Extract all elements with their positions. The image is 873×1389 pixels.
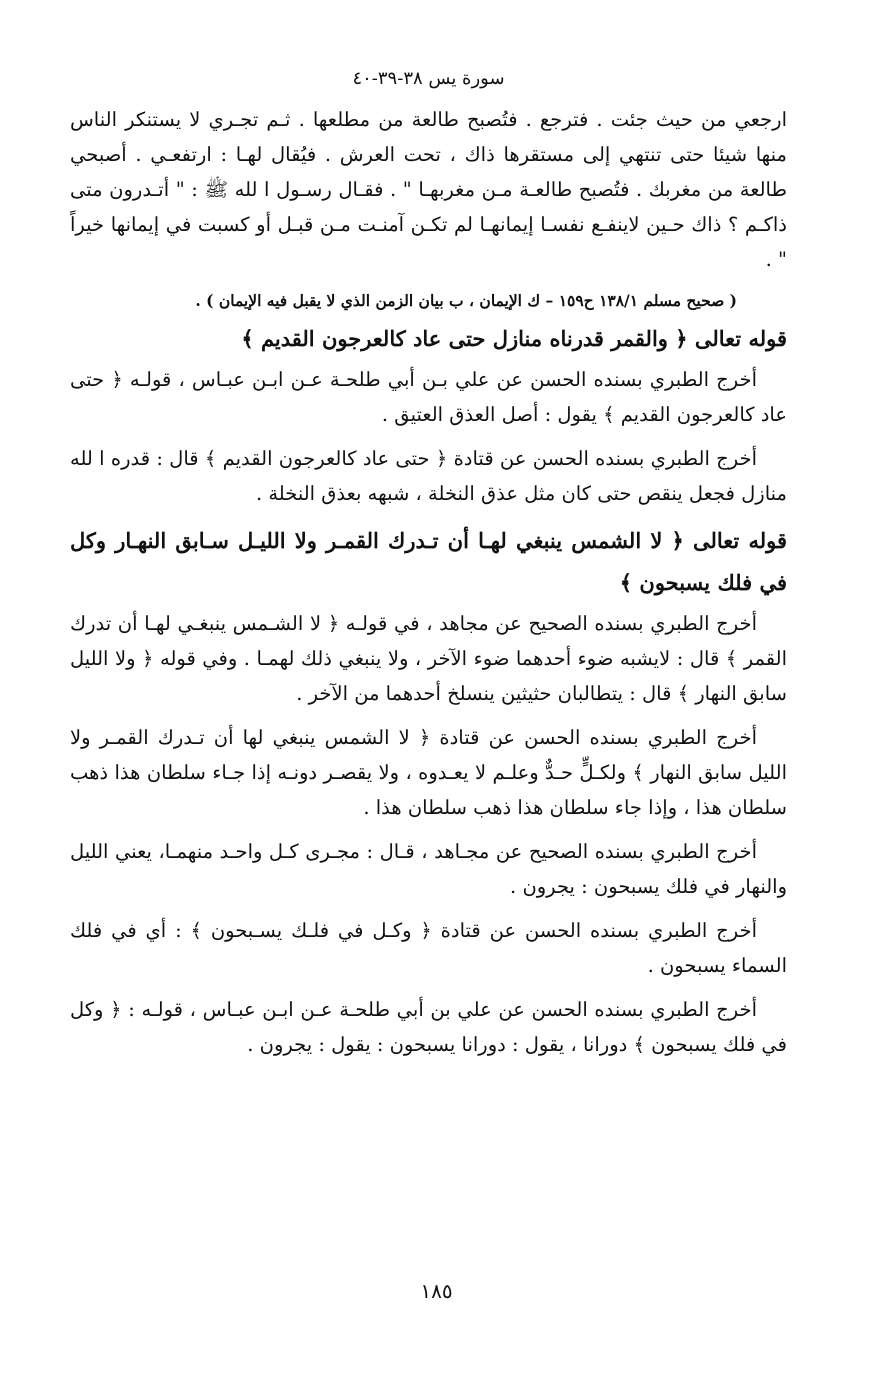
verse-heading-sun: قوله تعالى ﴿ لا الشمس ينبغي لهـا أن تـدرك القمـر ولا الليـل سـابق النهـار وكل في فلك يسبحون ﴾: [70, 528, 787, 595]
paragraph-hadith-continuation: ارجعي من حيث جئت . فترجع . فتُصبح طالعة من مطلعها . ثـم تجـري لا يستنكر الناس منها شيئا حتى تنتهي إلى مستقرها ذاك ، تحت العرش . فيُقال لهـا : ارتفعـي . أصبحي طالعة من مغربك . فتُصبح طالعـة مـن مغربهـا " . فقـال رسـول ا لله ﷺ : " أتـدرون متى ذاكـم ؟ ذاك حـين لاينفـع نفسـا إيمانهـا لم تكـن آمنـت مـن قبـل أو كسبت في إيمانها خيراً " .: [70, 108, 787, 271]
paragraph-tabari-ibn-abbas-1: أخرج الطبري بسنده الحسن عن علي بـن أبي طلحـة عـن ابـن عبـاس ، قولـه ﴿ حتى عاد كالعرجون القديم ﴾ يقول : أصل العذق العتيق .: [70, 368, 787, 426]
page-number: ١٨٥: [420, 1279, 453, 1303]
running-header: سورة يس ٣٨-٣٩-٤٠: [352, 68, 505, 89]
verse-heading-moon: قوله تعالى ﴿ والقمر قدرناه منازل حتى عاد كالعرجون القديم ﴾: [241, 326, 787, 351]
paragraph-tabari-mujahid-2: أخرج الطبري بسنده الصحيح عن مجـاهد ، قـال : مجـرى كـل واحـد منهمـا، يعني الليل والنهار في فلك يسبحون : يجرون .: [70, 840, 787, 898]
paragraph-tabari-ibn-abbas-2: أخرج الطبري بسنده الحسن عن علي بن أبي طلحـة عـن ابـن عبـاس ، قولـه : ﴿ وكل في فلك يسبحون ﴾ دورانا ، يقول : دورانا يسبحون : يقول : يجرون .: [70, 998, 787, 1056]
page-body: [70, 62, 787, 1071]
paragraph-tabari-qatada-2: أخرج الطبري بسنده الحسن عن قتادة ﴿ لا الشمس ينبغي لها أن تـدرك القمـر ولا الليل سابق النهار ﴾ ولكـلٍّ حـدٌّ وعلـم لا يعـدوه ، ولا يقصـر دونـه إذا جـاء سلطان هذا ذهب سلطان هذا ، وإذا جاء سلطان هذا ذهب سلطان هذا .: [70, 726, 787, 819]
paragraph-tabari-qatada-1: أخرج الطبري بسنده الحسن عن قتادة ﴿ حتى عاد كالعرجون القديم ﴾ قال : قدره ا لله منازل فجعل ينقص حتى كان مثل عذق النخلة ، شبهه بعذق النخلة .: [70, 447, 787, 505]
paragraph-tabari-qatada-3: أخرج الطبري بسنده الحسن عن قتادة ﴿ وكـل في فلـك يسـبحون ﴾ : أي في فلك السماء يسبحون .: [70, 919, 787, 977]
paragraph-tabari-mujahid-1: أخرج الطبري بسنده الصحيح عن مجاهد ، في قولـه ﴿ لا الشـمس ينبغـي لهـا أن تدرك القمر ﴾ قال : لايشبه ضوء أحدهما ضوء الآخر ، ولا ينبغي ذلك لهمـا . وفي قوله ﴿ ولا الليل سابق النهار ﴾ قال : يتطالبان حثيثين ينسلخ أحدهما من الآخر .: [70, 612, 787, 705]
source-reference: ( صحيح مسلم ١٣٨/١ ح١٥٩ – ك الإيمان ، ب بيان الزمن الذي لا يقبل فيه الإيمان ) .: [195, 291, 737, 310]
